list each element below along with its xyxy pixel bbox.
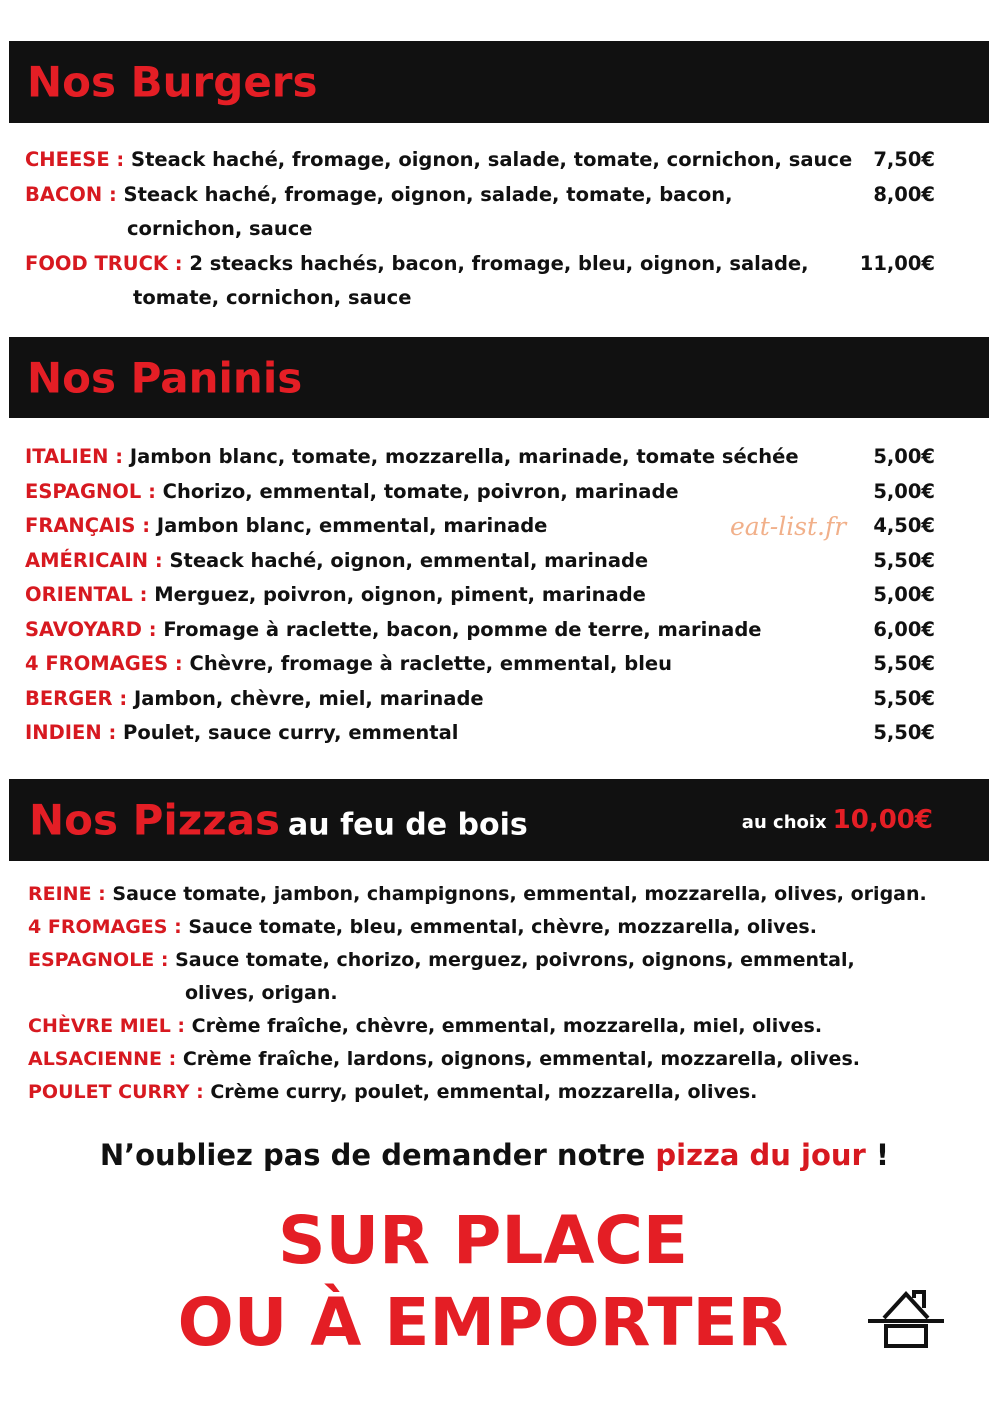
item-desc: Steack haché, fromage, oignon, salade, tomate, cornichon, sauce <box>131 148 853 171</box>
item-price: 5,50€ <box>873 548 935 572</box>
item-name: ESPAGNOL : <box>25 479 156 503</box>
burger-item-bacon <box>25 178 935 247</box>
reminder-end: ! <box>865 1138 890 1172</box>
item-desc: Sauce tomate, bleu, emmental, chèvre, mozzarella, olives. <box>188 916 817 938</box>
pizza-item <box>28 1010 968 1043</box>
panini-item <box>25 647 935 682</box>
pizzas-title <box>29 796 528 845</box>
panini-item <box>25 578 935 613</box>
choice-label: au choix <box>741 812 827 833</box>
item-desc: Jambon blanc, tomate, mozzarella, marinade, tomate séchée <box>129 445 799 468</box>
paninis-header <box>9 337 989 418</box>
item-desc: Poulet, sauce curry, emmental <box>123 721 459 744</box>
item-desc: 2 steacks hachés, bacon, fromage, bleu, oignon, salade, <box>189 251 809 275</box>
burgers-list <box>25 143 935 316</box>
item-price: 11,00€ <box>859 251 935 275</box>
burger-item-food-truck <box>25 247 935 316</box>
item-price: 5,50€ <box>873 686 935 710</box>
item-desc: Steack haché, oignon, emmental, marinade <box>169 548 649 572</box>
pizza-item <box>28 1043 968 1076</box>
item-desc-continued: cornichon, sauce <box>127 217 313 240</box>
pizza-du-jour-reminder <box>0 1138 989 1172</box>
item-name: 4 FROMAGES : <box>28 916 182 938</box>
pizza-item <box>28 878 968 911</box>
item-desc: Crème fraîche, lardons, oignons, emmental, mozzarella, olives. <box>182 1048 860 1070</box>
item-price: 5,00€ <box>873 445 935 468</box>
item-price: 4,50€ <box>873 514 935 537</box>
item-name: ESPAGNOLE : <box>28 949 169 971</box>
item-price: 5,00€ <box>873 479 935 503</box>
item-price: 7,50€ <box>873 148 935 171</box>
pizzas-list <box>28 878 968 1109</box>
item-name: CHEESE : <box>25 148 125 171</box>
item-name: ALSACIENNE : <box>28 1048 177 1070</box>
panini-item <box>25 682 935 717</box>
pizzas-subtitle: au feu de bois <box>288 807 528 843</box>
pizzas-price-tag <box>742 805 933 835</box>
burger-item-cheese <box>25 143 935 178</box>
paninis-list <box>25 440 935 751</box>
item-price: 5,50€ <box>873 652 935 675</box>
item-name: POULET CURRY : <box>28 1081 204 1103</box>
pizza-item <box>28 1076 968 1109</box>
item-desc: Merguez, poivron, oignon, piment, marinade <box>154 583 646 606</box>
item-name: BACON : <box>25 182 117 206</box>
panini-item <box>25 440 935 475</box>
item-name: REINE : <box>28 883 106 905</box>
item-desc: Chèvre, fromage à raclette, emmental, bleu <box>189 652 672 675</box>
item-price: 5,50€ <box>873 721 935 744</box>
panini-item <box>25 716 935 751</box>
house-outline-icon <box>866 1288 946 1350</box>
item-desc: Sauce tomate, jambon, champignons, emmental, mozzarella, olives, origan. <box>112 883 927 905</box>
item-name: FRANÇAIS : <box>25 514 151 537</box>
item-desc: Fromage à raclette, bacon, pomme de terre, marinade <box>163 617 762 641</box>
item-price: 5,00€ <box>873 583 935 606</box>
panini-item <box>25 544 935 579</box>
reminder-text: N’oubliez pas de demander notre <box>99 1138 656 1172</box>
item-desc: Jambon blanc, emmental, marinade <box>156 514 548 537</box>
pizzas-title-main: Nos Pizzas <box>29 795 281 845</box>
item-name: ORIENTAL : <box>25 583 148 606</box>
paninis-title: Nos Paninis <box>27 353 303 402</box>
item-name: SAVOYARD : <box>25 617 157 641</box>
item-desc-continued: olives, origan. <box>185 982 338 1004</box>
footer-line-2: OU À EMPORTER <box>177 1284 789 1361</box>
item-desc: Jambon, chèvre, miel, marinade <box>133 686 484 710</box>
item-name: FOOD TRUCK : <box>25 251 183 275</box>
item-name: 4 FROMAGES : <box>25 652 183 675</box>
item-price: 6,00€ <box>873 617 935 641</box>
item-name: ITALIEN : <box>25 445 124 468</box>
item-desc: Crème fraîche, chèvre, emmental, mozzarella, miel, olives. <box>191 1015 823 1037</box>
item-desc-continued: tomate, cornichon, sauce <box>133 286 412 309</box>
item-name: BERGER : <box>25 686 128 710</box>
watermark: eat-list.fr <box>730 512 847 541</box>
pizza-item <box>28 911 968 944</box>
item-name: INDIEN : <box>25 721 117 744</box>
panini-item <box>25 613 935 648</box>
burgers-title: Nos Burgers <box>27 57 318 107</box>
choice-price: 10,00€ <box>832 805 933 835</box>
footer-line-1: SUR PLACE <box>278 1202 688 1279</box>
item-desc: Chorizo, emmental, tomate, poivron, marinade <box>162 479 679 503</box>
item-desc: Steack haché, fromage, oignon, salade, tomate, bacon, <box>123 182 733 206</box>
item-name: AMÉRICAIN : <box>25 548 163 572</box>
item-desc: Sauce tomate, chorizo, merguez, poivrons, oignons, emmental, <box>175 949 855 971</box>
item-name: CHÈVRE MIEL : <box>28 1015 186 1037</box>
pizza-item <box>28 944 968 1010</box>
pizzas-header <box>9 779 989 861</box>
item-price: 8,00€ <box>873 182 935 206</box>
panini-item <box>25 475 935 510</box>
reminder-highlight: pizza du jour <box>655 1138 866 1172</box>
item-desc: Crème curry, poulet, emmental, mozzarella, olives. <box>210 1081 758 1103</box>
burgers-header <box>9 41 989 123</box>
